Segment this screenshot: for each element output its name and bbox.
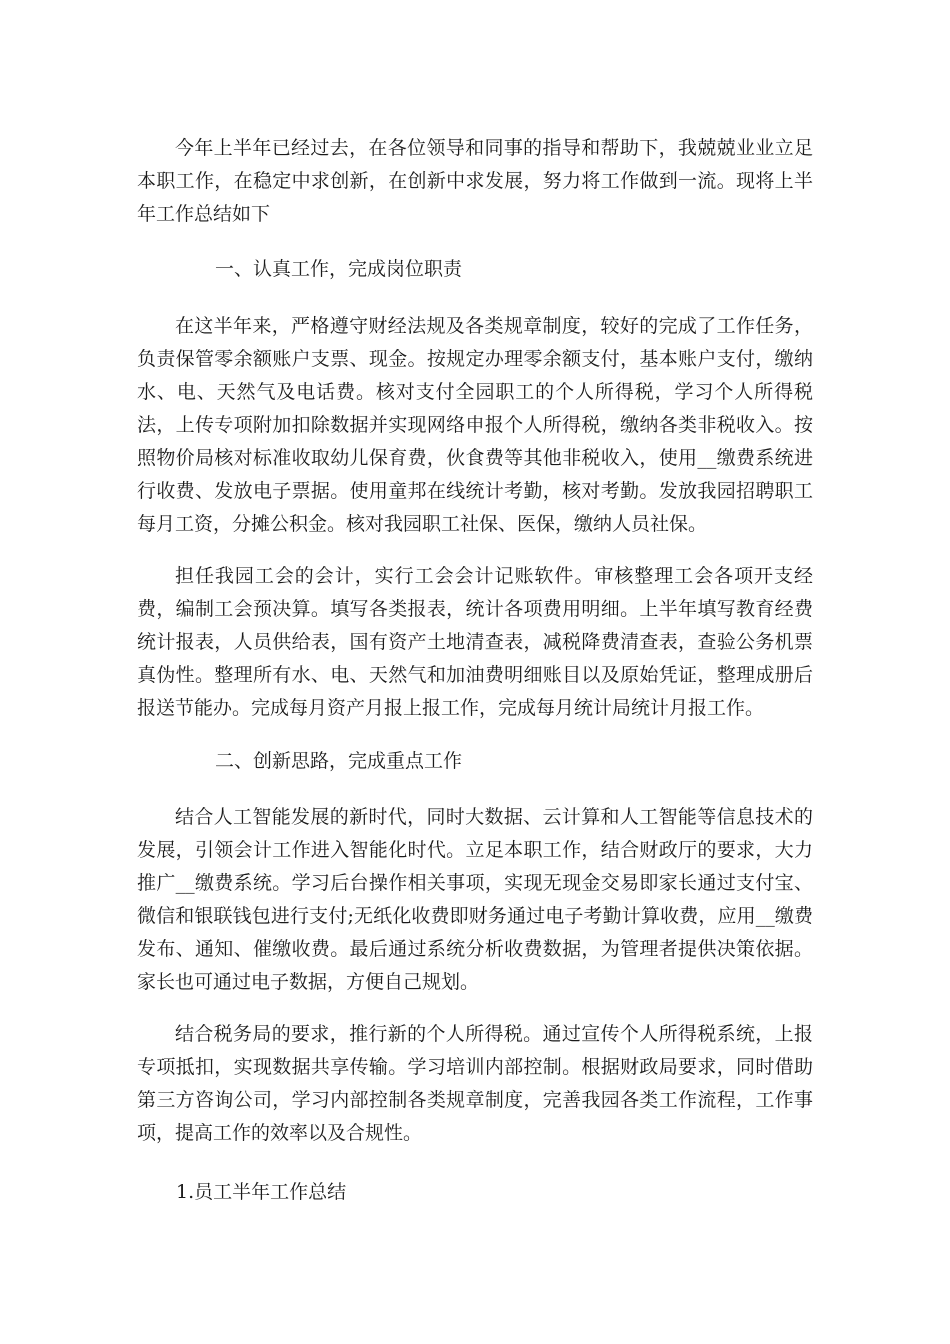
- section-1-heading: 一、认真工作，完成岗位职责: [215, 258, 463, 280]
- section-2-paragraph-2: 结合税务局的要求，推行新的个人所得税。通过宣传个人所得税系统，上报专项抵扣，实现数据共享传输。学习培训内部控制。根据财政局要求，同时借助第三方咨询公司，学习内部控制各类规章制度，完善我园各类工作流程，工作事项，提高工作的效率以及合规性。: [137, 1023, 813, 1144]
- section-2-heading: 二、创新思路，完成重点工作: [215, 750, 463, 772]
- list-item-1: 1.员工半年工作总结: [176, 1181, 347, 1203]
- section-2-paragraph-1: 结合人工智能发展的新时代，同时大数据、云计算和人工智能等信息技术的发展，引领会计工作进入智能化时代。立足本职工作，结合财政厅的要求，大力推广__缴费系统。学习后台操作相关事项，实现无现金交易即家长通过支付宝、微信和银联钱包进行支付;无纸化收费即财务通过电子考勤计算收费，应用__缴费发布、通知、催缴收费。最后通过系统分析收费数据，为管理者提供决策依据。家长也可通过电子数据，方便自己规划。: [137, 806, 813, 993]
- section-1-paragraph-1: 在这半年来，严格遵守财经法规及各类规章制度，较好的完成了工作任务，负责保管零余额账户支票、现金。按规定办理零余额支付，基本账户支付，缴纳水、电、天然气及电话费。核对支付全园职工的个人所得税，学习个人所得税法，上传专项附加扣除数据并实现网络申报个人所得税，缴纳各类非税收入。按照物价局核对标准收取幼儿保育费，伙食费等其他非税收入，使用__缴费系统进行收费、发放电子票据。使用童邦在线统计考勤，核对考勤。发放我园招聘职工每月工资，分摊公积金。核对我园职工社保、医保，缴纳人员社保。: [137, 315, 813, 535]
- intro-paragraph: 今年上半年已经过去，在各位领导和同事的指导和帮助下，我兢兢业业立足本职工作，在稳定中求创新，在创新中求发展，努力将工作做到一流。现将上半年工作总结如下: [137, 137, 813, 225]
- section-1-paragraph-2: 担任我园工会的会计，实行工会会计记账软件。审核整理工会各项开支经费，编制工会预决算。填写各类报表，统计各项费用明细。上半年填写教育经费统计报表，人员供给表，国有资产土地清查表，减税降费清查表，查验公务机票真伪性。整理所有水、电、天然气和加油费明细账目以及原始凭证，整理成册后报送节能办。完成每月资产月报上报工作，完成每月统计局统计月报工作。: [137, 565, 813, 719]
